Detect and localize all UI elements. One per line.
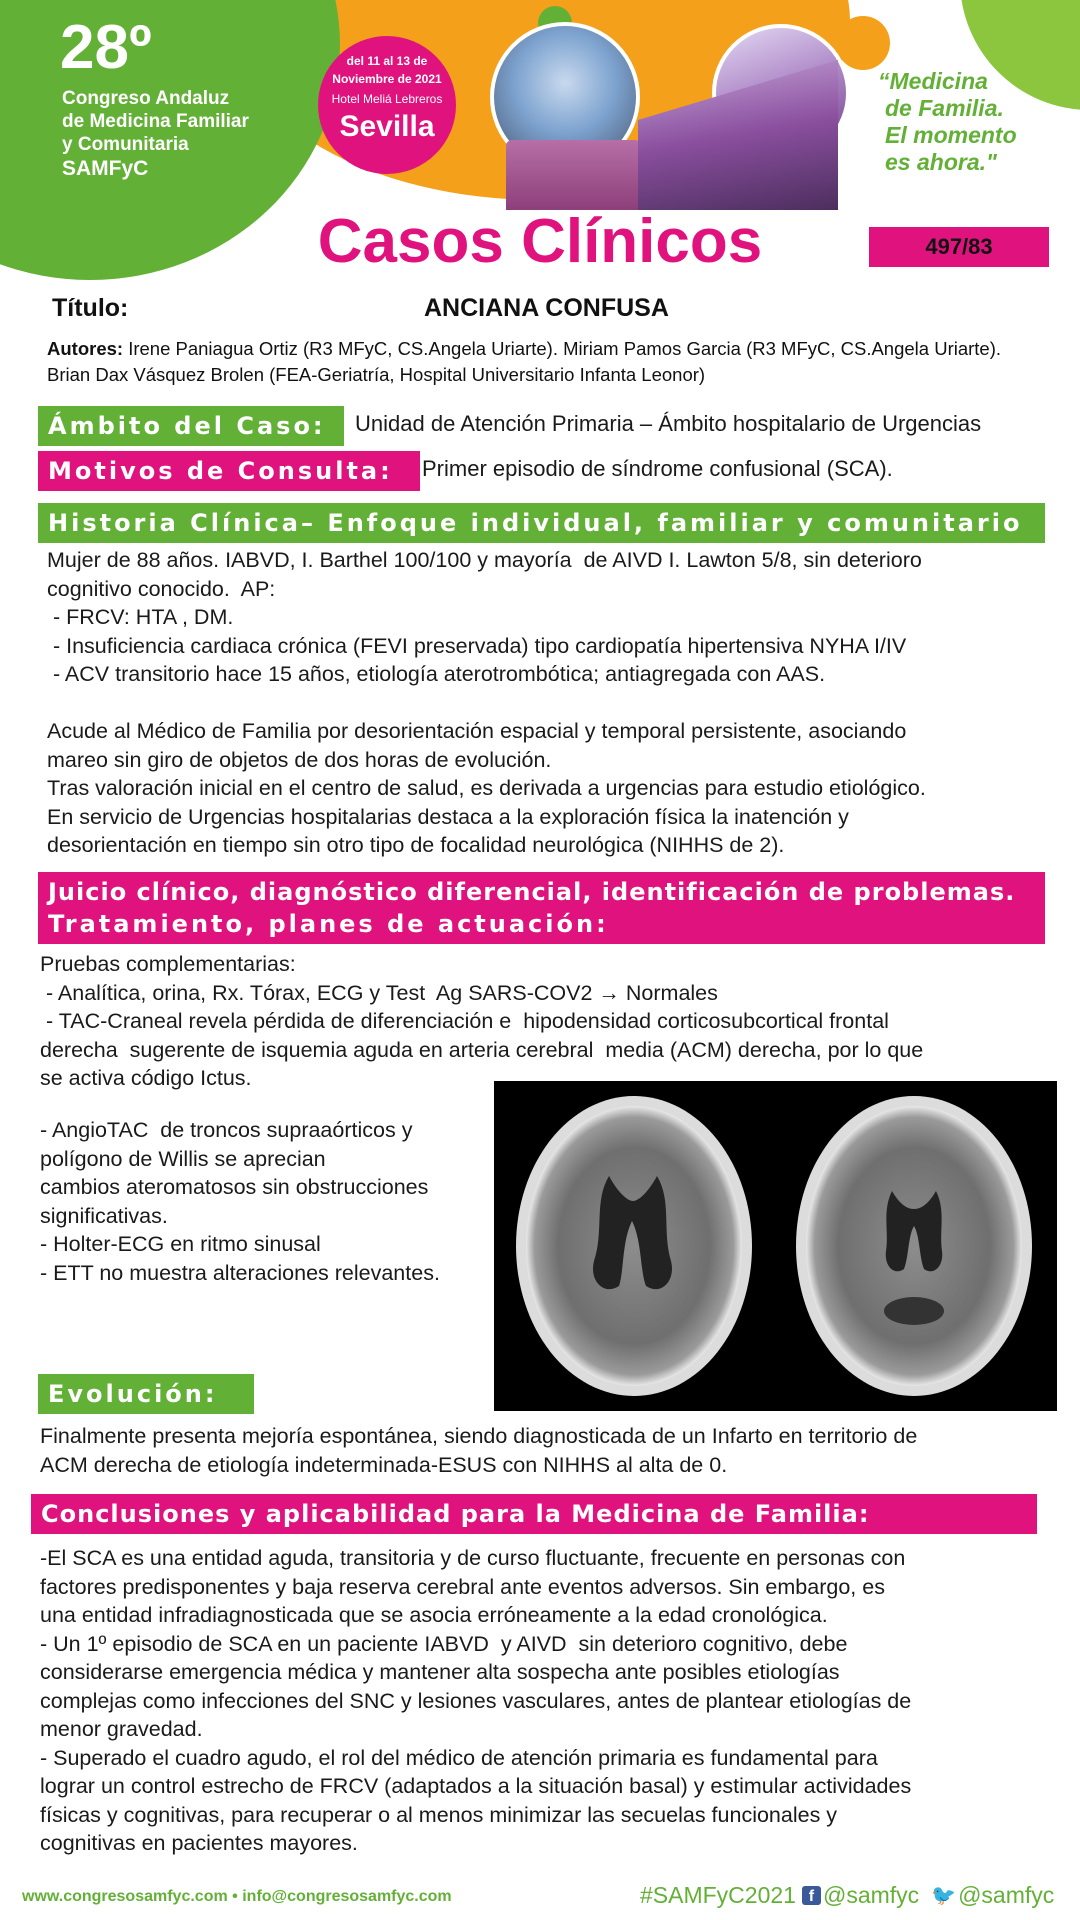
case-id: 497/83 (925, 234, 993, 259)
case-id-badge (869, 227, 1049, 267)
conclusiones-header (31, 1494, 1037, 1534)
juicio-text-left (40, 1116, 500, 1287)
footer-email[interactable]: info@congresosamfyc.com (242, 1888, 452, 1905)
sevilla-photo-building (506, 140, 641, 210)
juicio-left-line: - ETT no muestra alteraciones relevantes. (40, 1260, 440, 1285)
facebook-icon[interactable]: f (802, 1886, 821, 1905)
authors-text: Irene Paniagua Ortiz (R3 MFyC, CS.Angela Uriarte). Miriam Pamos Garcia (R3 MFyC, CS.Angela Uriarte). Brian Dax Vásquez Brolen (FEA-Geriatría, Hospital Universitario Infanta Leonor) (47, 338, 1002, 385)
badge-line-3: Hotel Meliá Lebreros (331, 92, 443, 106)
juicio-line: derecha sugerente de isquemia aguda en arteria cerebral media (ACM) derecha, por lo que (40, 1037, 924, 1062)
motivos-value: Primer episodio de síndrome confusional (SCA). (422, 456, 893, 481)
conclusiones-line: físicas y cognitivas, para recuperar o al menos minimizar las secuelas funcionales y (40, 1802, 838, 1827)
ambito-value: Unidad de Atención Primaria – Ámbito hospitalario de Urgencias (355, 411, 982, 436)
juicio-line: se activa código Ictus. (40, 1066, 252, 1090)
conclusiones-line: - Superado el cuadro agudo, el rol del médico de atención primaria es fundamental para (40, 1745, 878, 1770)
slogan-line-2: de Familia. (885, 95, 1004, 121)
historia-line: cognitivo conocido. AP: (47, 576, 276, 601)
evolucion-header (38, 1374, 254, 1414)
congress-line-3: y Comunitaria (62, 134, 189, 155)
juicio-line: - TAC-Craneal revela pérdida de diferenciación e hipodensidad corticosubcortical frontal (40, 1009, 889, 1033)
congress-line-2: de Medicina Familiar (62, 111, 249, 132)
title-value: ANCIANA CONFUSA (424, 294, 669, 322)
slogan-line-1: “Medicina (878, 68, 988, 94)
twitter-icon[interactable]: 🐦 (931, 1885, 957, 1907)
header-orange-dot (836, 16, 890, 70)
conclusiones-line: considerarse emergencia médica y mantener alta sospecha ante posibles etiologías (40, 1660, 840, 1684)
conclusiones-line: -El SCA es una entidad aguda, transitoria y de curso fluctuante, frecuente en personas con (40, 1546, 906, 1570)
conclusiones-line: menor gravedad. (40, 1717, 203, 1741)
edition-number: 28º (60, 13, 152, 82)
historia-line: - ACV transitorio hace 15 años, etiología aterotrombótica; antiagregada con AAS. (47, 662, 826, 686)
conclusiones-text (40, 1544, 1050, 1858)
historia-label: Historia Clínica– Enfoque individual, familiar y comunitario (48, 509, 1023, 537)
conclusiones-line: - Un 1º episodio de SCA en un paciente IABVD y AIVD sin deterioro cognitivo, debe (40, 1631, 848, 1656)
conclusiones-label: Conclusiones y aplicabilidad para la Medicina de Familia: (41, 1500, 870, 1528)
title-label: Título: (52, 294, 129, 322)
historia-text (47, 546, 1047, 860)
historia-line: mareo sin giro de objetos de dos horas de evolución. (47, 747, 552, 772)
conclusiones-line: una entidad infradiagnosticada que se asocia erróneamente a la edad cronológica. (40, 1603, 828, 1627)
juicio-label-line-2: Tratamiento, planes de actuación: (48, 910, 609, 938)
juicio-header (38, 872, 1045, 944)
footer-separator: • (232, 1888, 238, 1905)
footer-facebook[interactable]: @samfyc (822, 1882, 920, 1908)
footer-website[interactable]: www.congresosamfyc.com (22, 1888, 228, 1905)
badge-line-2: Noviembre de 2021 (332, 72, 442, 86)
juicio-label-line-1: Juicio clínico, diagnóstico diferencial, identificación de problemas. (48, 878, 1016, 906)
historia-line: desorientación en tiempo sin otro tipo de focalidad neurológica (NIHHS de 2). (47, 833, 785, 857)
juicio-left-line: significativas. (40, 1203, 168, 1228)
page-heading: Casos Clínicos (317, 207, 763, 276)
evolucion-label: Evolución: (48, 1380, 218, 1408)
ambito-header (38, 406, 344, 446)
footer-contact (22, 1888, 452, 1906)
authors-label: Autores: (47, 338, 124, 359)
conclusiones-line: factores predisponentes y baja reserva cerebral ante eventos adversos. Sin embargo, es (40, 1574, 885, 1599)
footer (0, 1878, 1080, 1914)
historia-line: Acude al Médico de Familia por desorientación espacial y temporal persistente, asociando (47, 719, 907, 743)
badge-line-1: del 11 al 13 de (346, 54, 428, 68)
conclusiones-line: complejas como infecciones del SNC y lesiones vasculares, antes de plantear etiologías de (40, 1688, 912, 1713)
evolucion-line: Finalmente presenta mejoría espontánea, siendo diagnosticada de un Infarto en territorio de (40, 1424, 918, 1448)
historia-header (38, 503, 1045, 543)
historia-line: Tras valoración inicial en el centro de salud, es derivada a urgencias para estudio etiológico. (47, 776, 926, 800)
footer-twitter[interactable]: @samfyc (958, 1882, 1055, 1908)
historia-line (47, 689, 1047, 718)
congress-line-4: SAMFyC (62, 157, 149, 180)
badge-city: Sevilla (339, 110, 435, 143)
slogan-line-3: El momento (885, 122, 1017, 148)
authors (47, 336, 1037, 388)
juicio-left-line: - Holter-ECG en ritmo sinusal (40, 1232, 321, 1256)
juicio-line: Pruebas complementarias: (40, 952, 296, 976)
historia-line: En servicio de Urgencias hospitalarias destaca a la exploración física la inatención y (47, 804, 849, 829)
juicio-left-line: cambios ateromatosos sin obstrucciones (40, 1175, 429, 1199)
congress-line-1: Congreso Andaluz (62, 88, 230, 109)
evolucion-line: ACM derecha de etiología indeterminada-ESUS con NIHHS al alta de 0. (40, 1452, 728, 1477)
conclusiones-line: lograr un control estrecho de FRCV (adaptados a la situación basal) y estimular actividades (40, 1774, 912, 1798)
ct-scan-image (494, 1081, 1057, 1411)
conclusiones-line: cognitivas en pacientes mayores. (40, 1831, 358, 1855)
evolucion-text (40, 1422, 1050, 1479)
historia-line: Mujer de 88 años. IABVD, I. Barthel 100/100 y mayoría de AIVD I. Lawton 5/8, sin deterioro (47, 548, 922, 572)
ambito-label: Ámbito del Caso: (48, 412, 326, 440)
juicio-text-top (40, 950, 1050, 1093)
slogan-line-4: es ahora." (885, 149, 997, 175)
motivos-header (38, 451, 420, 491)
footer-social (640, 1882, 1054, 1909)
footer-hashtag[interactable]: #SAMFyC2021 (640, 1882, 796, 1908)
motivos-label: Motivos de Consulta: (48, 457, 393, 485)
historia-line: - FRCV: HTA , DM. (47, 605, 234, 629)
juicio-left-line: polígono de Willis se aprecian (40, 1146, 326, 1171)
ct-scan-svg (494, 1081, 1057, 1411)
juicio-left-line: - AngioTAC de troncos supraaórticos y (40, 1118, 413, 1142)
historia-line: - Insuficiencia cardiaca crónica (FEVI preservada) tipo cardiopatía hipertensiva NYHA I/IV (47, 633, 907, 658)
juicio-line: - Analítica, orina, Rx. Tórax, ECG y Test Ag SARS-COV2 → Normales (40, 980, 718, 1005)
